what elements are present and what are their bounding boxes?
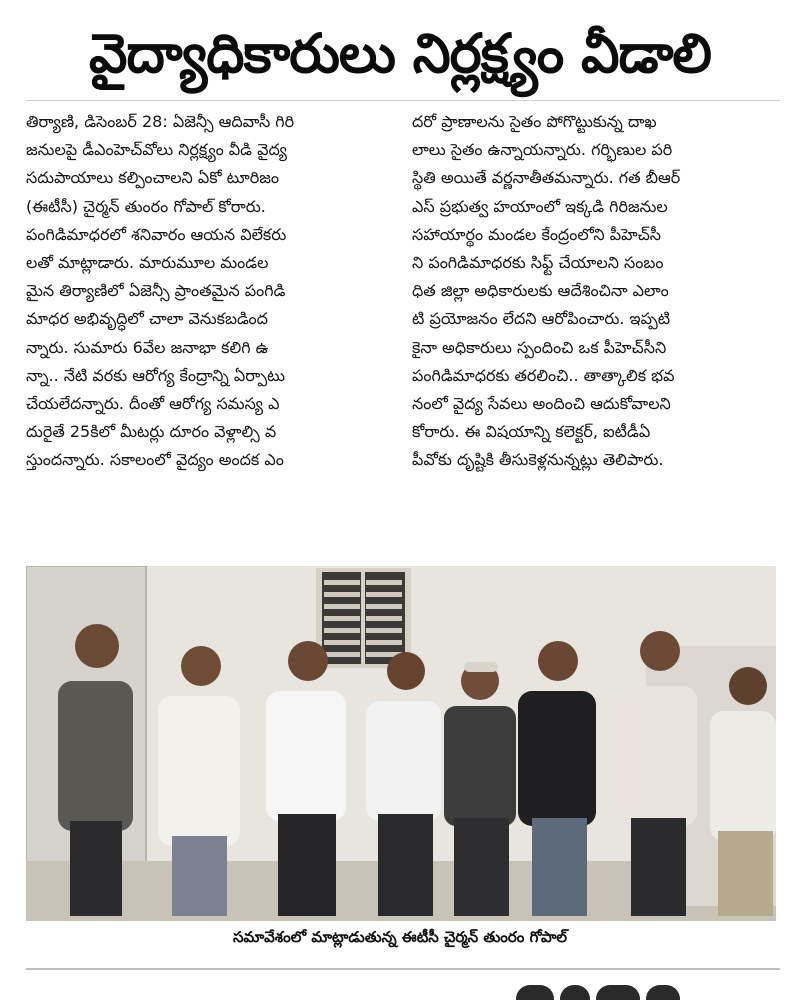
photo-caption: సమావేశంలో మాట్లాడుతున్న ఈటీసీ చైర్మన్ తుంరం గోపాల్ bbox=[232, 928, 568, 946]
text-line: ఎస్ ప్రభుత్వ హయాంలో ఇక్కడి గిరిజనుల bbox=[412, 196, 668, 216]
headline: వైద్యాధికారులు నిర్లక్ష్యం వీడాలి bbox=[88, 22, 712, 85]
text-line: న్నారు. సుమారు 6వేల జనాభా కలిగి ఉ bbox=[26, 337, 269, 357]
text-line: న్నా.. నేటి వరకు ఆరోగ్య కేంద్రాన్ని ఏర్పాటు bbox=[26, 365, 285, 385]
text-line: సహాయార్థం మండల కేంద్రంలోని పీహెచ్‌సీ bbox=[412, 224, 662, 244]
article-column-left bbox=[26, 108, 400, 553]
text-line: సదుపాయాలు కల్పించాలని ఏకో టూరిజం bbox=[26, 168, 280, 188]
text-line: నంలో వైద్య సేవలు అందించి ఆదుకోవాలని bbox=[412, 393, 671, 413]
text-line: (ఈటీసీ) చైర్మన్ తుంరం గోపాల్ కోరారు. bbox=[26, 196, 266, 216]
text-line: టి ప్రయోజనం లేదని ఆరోపించారు. ఇప్పటి bbox=[412, 309, 671, 329]
text-line: పంగిడిమాధరలో శనివారం ఆయన విలేకరు bbox=[26, 224, 287, 244]
text-line: పీవోకు దృష్టికి తీసుకెళ్లనున్నట్లు తెలిపారు. bbox=[412, 450, 664, 470]
text-line: మైన తిర్యాణిలో ఏజెన్సీ ప్రాంతమైన పంగిడి bbox=[26, 281, 286, 301]
text-line: కోరారు. ఈ విషయాన్ని కలెక్టర్, ఐటీడీఏ bbox=[412, 422, 651, 442]
next-headline-fragment bbox=[516, 985, 696, 1000]
text-line: స్థితి అయితే వర్ణనాతీతమన్నారు. గత బీఆర్ bbox=[412, 168, 681, 188]
text-line: చేయలేదన్నారు. దీంతో ఆరోగ్య సమస్య ఎ bbox=[26, 393, 280, 413]
text-line: లతో మాట్లాడారు. మారుమూల మండల bbox=[26, 252, 269, 272]
text-line: ధిత జిల్లా అధికారులకు ఆదేశించినా ఎలాం bbox=[412, 281, 669, 301]
text-line: దరో ప్రాణాలను సైతం పోగొట్టుకున్న దాఖ bbox=[412, 112, 657, 131]
text-line: తిర్యాణి, డిసెంబర్ 28: ఏజెన్సీ ఆదివాసీ గిరి bbox=[26, 112, 295, 131]
text-line: లాలు సైతం ఉన్నాయన్నారు. గర్భిణుల పరి bbox=[412, 140, 673, 160]
headline-divider bbox=[26, 100, 780, 101]
text-line: ని పంగిడిమాధరకు సిఫ్ట్ చేయాలని సంబం bbox=[412, 252, 664, 272]
bottom-divider bbox=[26, 968, 780, 970]
window-frame bbox=[316, 568, 411, 668]
text-line: పంగిడిమాధరకు తరలించి.. తాత్కాలిక భవ bbox=[412, 365, 675, 385]
text-line: కైనా అధికారులు స్పందించి ఒక పీహెచ్‌సీని bbox=[412, 337, 667, 357]
text-line: మాధర అభివృద్ధిలో చాలా వెనుకబడింద bbox=[26, 309, 268, 329]
text-line: జనులపై డీఎంహెచ్‌వోలు నిర్లక్ష్యం వీడి వైద్య bbox=[26, 140, 287, 160]
text-line: దురైతే 25కిలో మీటర్లు దూరం వెళ్లాల్సి వ bbox=[26, 422, 277, 442]
group-photo bbox=[26, 566, 776, 921]
text-line: స్తుందన్నారు. సకాలంలో వైద్యం అందక ఎం bbox=[26, 450, 284, 470]
article-column-right bbox=[412, 108, 786, 553]
